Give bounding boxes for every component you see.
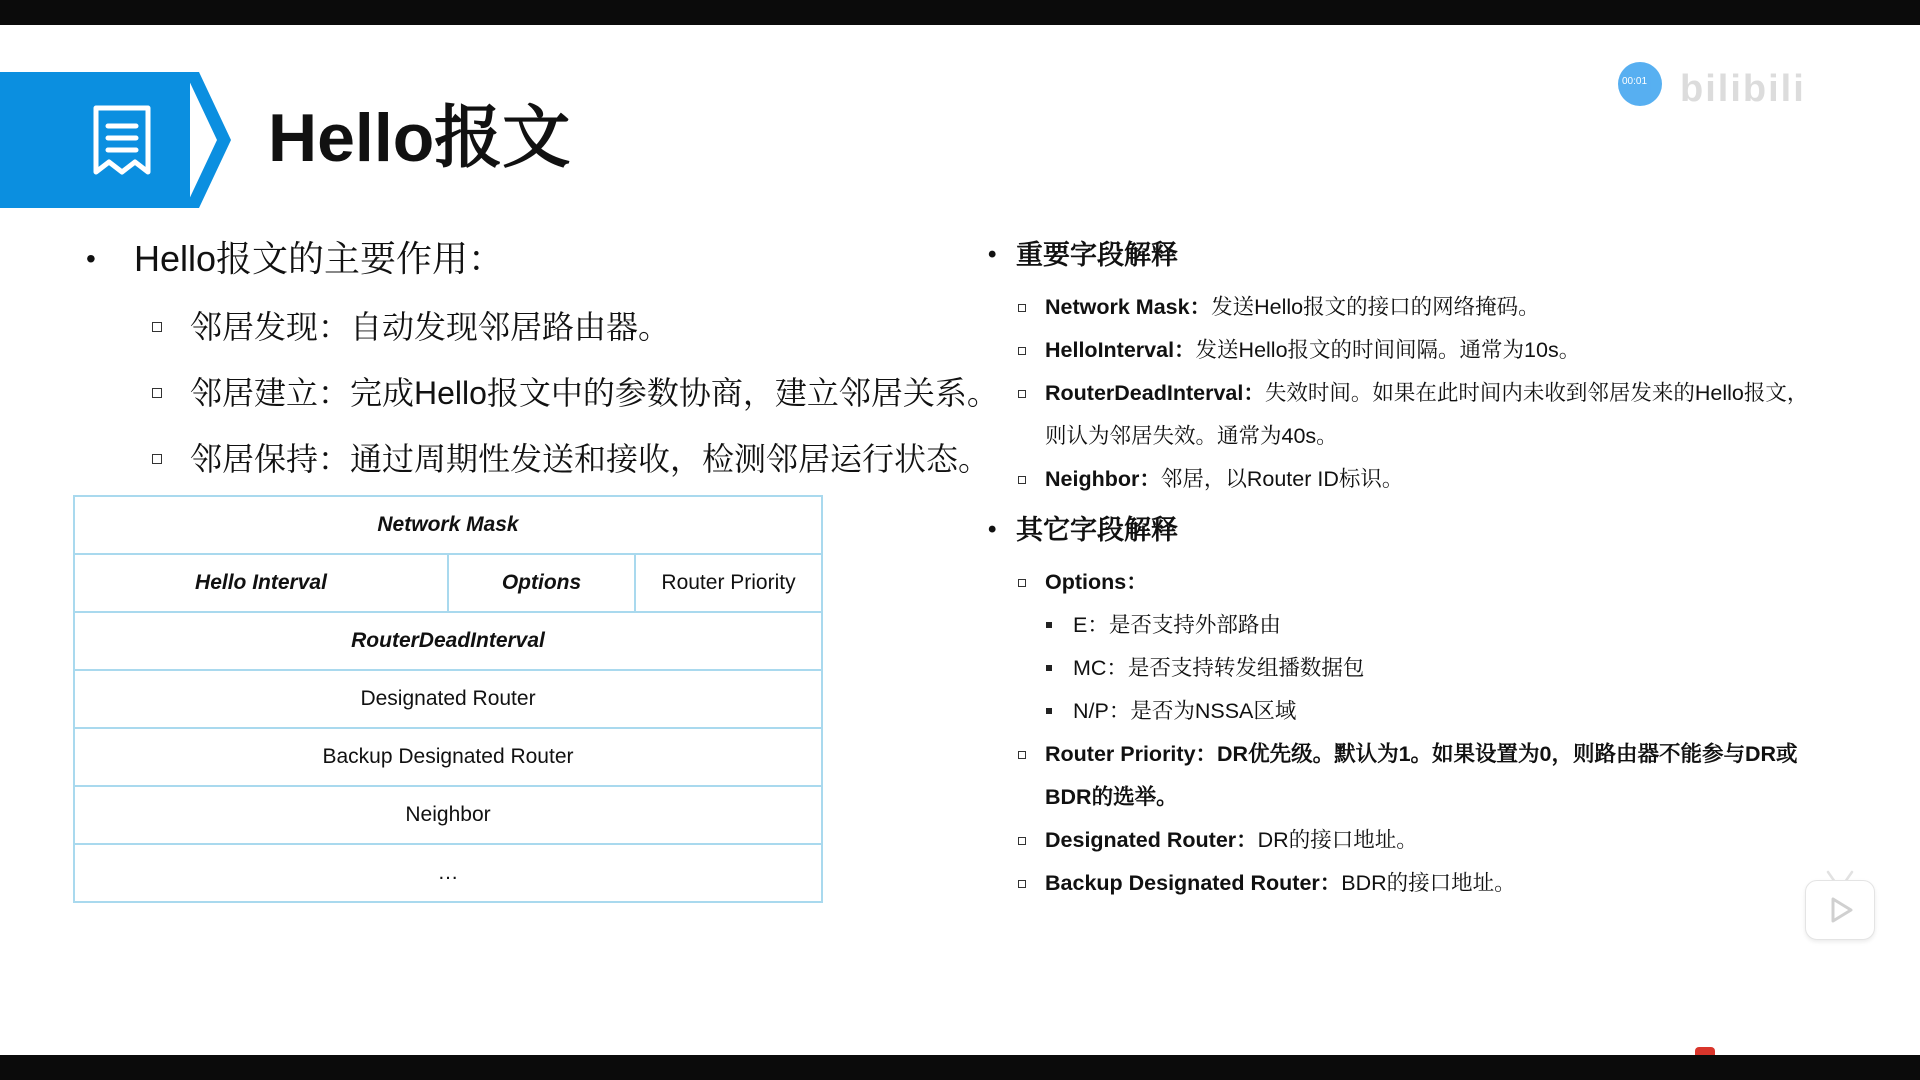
cell-router-dead-interval: RouterDeadInterval [74, 612, 822, 670]
cell-network-mask: Network Mask [74, 496, 822, 554]
table-row [74, 554, 822, 612]
document-icon [90, 104, 154, 176]
top-letterbox [0, 0, 1920, 25]
square-bullet-icon [1018, 751, 1026, 759]
cell-router-priority: Router Priority [635, 554, 822, 612]
sub-list-item: E：是否支持外部路由 [988, 604, 1888, 647]
list-item: Router Priority：DR优先级。默认为1。如果设置为0，则路由器不能参与DR或 BDR的选举。 [988, 733, 1888, 819]
square-bullet-icon [1018, 837, 1026, 845]
important-fields-heading: • 重要字段解释 [988, 232, 1888, 278]
bilibili-watermark [1600, 58, 1900, 128]
table-row [74, 670, 822, 728]
square-bullet-icon [152, 454, 162, 464]
bullet-dot: • [988, 516, 997, 543]
list-item: Neighbor：邻居，以Router ID标识。 [988, 458, 1888, 501]
cell-backup-designated-router: Backup Designated Router [74, 728, 822, 786]
filled-square-bullet-icon [1046, 665, 1052, 671]
hello-packet-format-table [73, 495, 823, 903]
table-row [74, 728, 822, 786]
filled-square-bullet-icon [1046, 622, 1052, 628]
table-row [74, 612, 822, 670]
square-bullet-icon [1018, 347, 1026, 355]
square-bullet-icon [1018, 390, 1026, 398]
other-fields-heading: • 其它字段解释 [988, 507, 1888, 553]
red-marker [1695, 1047, 1715, 1055]
cell-hello-interval: Hello Interval [74, 554, 448, 612]
table-row [74, 496, 822, 554]
bullet-dot: • [988, 241, 997, 268]
cell-options: Options [448, 554, 635, 612]
watermark-text: bilibili [1680, 68, 1806, 110]
square-bullet-icon [152, 322, 162, 332]
square-bullet-icon [1018, 880, 1026, 888]
square-bullet-icon [1018, 476, 1026, 484]
play-button[interactable] [1805, 880, 1875, 940]
play-icon [1806, 881, 1874, 939]
cell-designated-router: Designated Router [74, 670, 822, 728]
cell-neighbor: Neighbor [74, 786, 822, 844]
list-item: Options： [988, 561, 1888, 604]
sub-list-item: MC：是否支持转发组播数据包 [988, 647, 1888, 690]
table-row [74, 844, 822, 902]
page-title: Hello报文 [268, 100, 571, 176]
chevron-decoration [185, 72, 235, 208]
square-bullet-icon [1018, 304, 1026, 312]
list-item: 邻居保持：通过周期性发送和接收，检测邻居运行状态。 [86, 426, 1006, 492]
filled-square-bullet-icon [1046, 708, 1052, 714]
list-item: Designated Router：DR的接口地址。 [988, 819, 1888, 862]
square-bullet-icon [152, 388, 162, 398]
square-bullet-icon [1018, 579, 1026, 587]
bullet-dot: • [86, 243, 96, 274]
bottom-letterbox [0, 1055, 1920, 1080]
field-explanations [988, 232, 1888, 905]
timer-badge: 00:01 [1618, 62, 1662, 106]
left-bullet-list [86, 230, 1006, 492]
table-row [74, 786, 822, 844]
list-item: Backup Designated Router：BDR的接口地址。 [988, 862, 1888, 905]
left-heading: • Hello报文的主要作用： [86, 230, 1006, 288]
list-item: HelloInterval：发送Hello报文的时间间隔。通常为10s。 [988, 329, 1888, 372]
sub-list-item: N/P：是否为NSSA区域 [988, 690, 1888, 733]
cell-ellipsis: … [74, 844, 822, 902]
list-item: 邻居建立：完成Hello报文中的参数协商，建立邻居关系。 [86, 360, 1006, 426]
list-item: 邻居发现：自动发现邻居路由器。 [86, 294, 1006, 360]
list-item: RouterDeadInterval：失效时间。如果在此时间内未收到邻居发来的Hello报文， 则认为邻居失效。通常为40s。 [988, 372, 1888, 458]
list-item: Network Mask：发送Hello报文的接口的网络掩码。 [988, 286, 1888, 329]
